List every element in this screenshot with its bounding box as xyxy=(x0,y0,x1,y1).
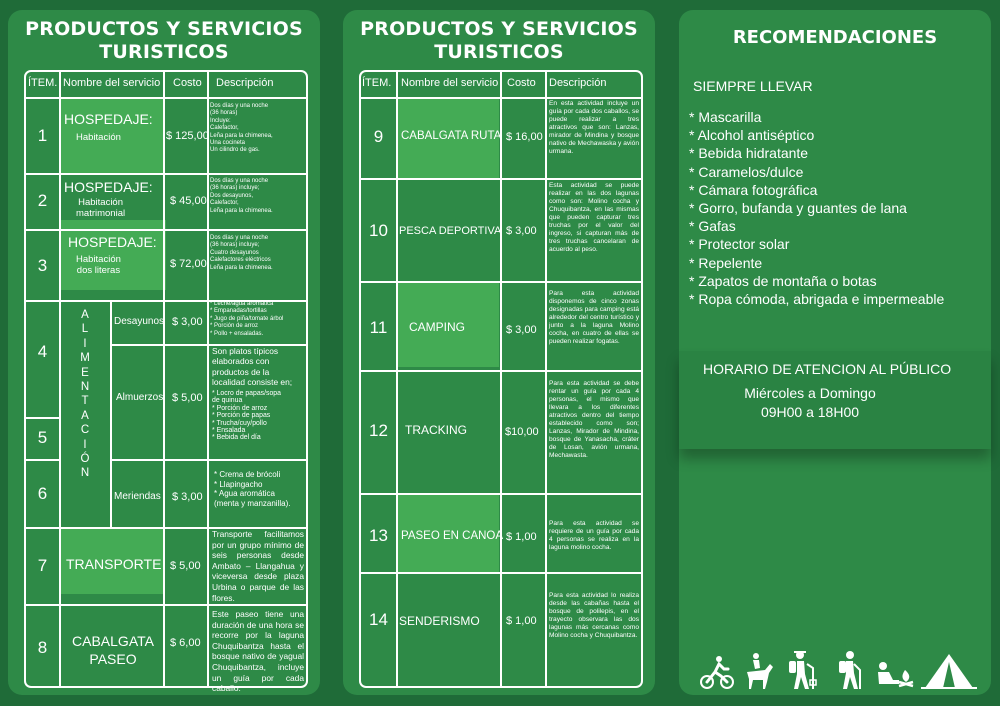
recommendations-panel xyxy=(679,10,991,695)
service-description: Dos días y una noche (36 horas) incluye; Dos desayunos, Calefactor, Leña para la chimenea. xyxy=(210,178,273,214)
opening-days: Miércoles a Domingo xyxy=(744,385,876,401)
service-cost: $ 1,00 xyxy=(506,615,537,627)
header-cost: Costo xyxy=(173,77,202,89)
item-number: 7 xyxy=(37,556,48,575)
vertical-letter: T xyxy=(81,395,89,408)
always-carry-label: SIEMPRE LLEVAR xyxy=(693,78,813,94)
service-name: PESCA DEPORTIVA xyxy=(399,225,502,237)
meal-name: Almuerzos xyxy=(116,392,164,403)
service-cost: $ 16,00 xyxy=(506,131,543,143)
panel-title: PRODUCTOS Y SERVICIOS TURISTICOS xyxy=(25,18,303,63)
header-cost: Costo xyxy=(507,77,536,89)
header-item: ÍTEM. xyxy=(362,77,392,89)
service-name: CAMPING xyxy=(409,320,466,334)
recommendations-title: RECOMENDACIONES xyxy=(732,27,938,48)
service-description: Transporte facilitamos por un grupo mínimo de seis personas desde Ambato – Llangahua y viceversa desde plaza Urbina o parque de las flores. xyxy=(212,529,304,603)
cycling-icon xyxy=(699,654,735,690)
item-number: 5 xyxy=(37,428,48,447)
trekking-icon xyxy=(833,650,865,690)
service-cost: $ 45,00 xyxy=(170,195,207,207)
alimentacion-vertical-label xyxy=(60,308,110,481)
recommendation-item: * Ropa cómoda, abrigada e impermeable xyxy=(689,291,945,308)
service-cost: $ 125,00 xyxy=(166,130,209,142)
horse-riding-icon xyxy=(743,652,775,690)
service-name: HOSPEDAJE: xyxy=(64,111,153,127)
item-number: 1 xyxy=(37,126,48,145)
service-name: CABALGATA RUTA xyxy=(401,130,502,142)
vertical-letter: A xyxy=(81,309,89,321)
item-number: 8 xyxy=(37,638,48,657)
vertical-letter: E xyxy=(81,366,89,379)
item-number: 10 xyxy=(369,221,388,240)
service-cost: $ 3,00 xyxy=(506,324,537,336)
service-sub: Habitación matrimonial xyxy=(76,197,126,219)
recommendation-list xyxy=(689,108,944,308)
vertical-letter: M xyxy=(80,352,90,365)
service-cost: $ 5,00 xyxy=(172,392,203,404)
service-name: SENDERISMO xyxy=(399,614,480,628)
item-number: 13 xyxy=(369,526,388,545)
recommendation-item: * Gafas xyxy=(689,218,736,235)
meal-name: Meriendas xyxy=(114,491,161,502)
opening-hours-box xyxy=(679,351,991,449)
item-number: 12 xyxy=(369,421,388,440)
meal-intro: Son platos típicos elaborados con productos de la localidad consiste en; xyxy=(212,346,293,388)
item-number: 3 xyxy=(37,256,48,275)
service-description: Dos días y una noche (36 horas) Incluye: Calefactor, Leña para la chimenea, Una cocineta Un cilindro de gas. xyxy=(210,103,273,154)
vertical-letter: I xyxy=(83,438,87,451)
service-description: Para esta actividad se requiere de un guía por cada 4 personas se realiza en la laguna molino cocha. xyxy=(549,520,639,551)
header-service: Nombre del servicio xyxy=(63,77,161,89)
vertical-letter: N xyxy=(80,381,90,394)
item-number: 4 xyxy=(37,342,48,361)
vertical-letter: I xyxy=(83,337,87,350)
service-cost: $ 72,00 xyxy=(170,258,207,270)
opening-time: 09H00 a 18H00 xyxy=(760,404,860,420)
services-panel-1 xyxy=(8,10,320,695)
tent-icon xyxy=(921,650,977,690)
recommendation-item: * Zapatos de montaña o botas xyxy=(689,272,877,289)
service-description: Esta actividad se puede realizar en las dos lagunas como son: Molino cocha y Chuquibantza, en las mismas que pueden capturar tres truchas por el valor del ingreso, si capturan más de tres truchas cancelaran de acuerdo al peso. xyxy=(549,182,639,253)
header-service: Nombre del servicio xyxy=(401,77,499,89)
recommendation-item: * Cámara fotográfica xyxy=(689,181,818,198)
activity-icons xyxy=(699,650,981,690)
service-cost: $ 3,00 xyxy=(506,225,537,237)
vertical-letter: N xyxy=(80,467,90,480)
recommendation-item: * Caramelos/dulce xyxy=(689,163,804,180)
service-description: En esta actividad incluye un guía por cada dos caballos, se puede realizar a tres atractivos que son: Lanzas, mirador de Mindina y bosque nativo de Mechawaska y avión urmana. xyxy=(549,100,639,155)
service-name: TRANSPORTE xyxy=(66,556,162,572)
vertical-letter: Ó xyxy=(80,453,90,466)
service-name: HOSPEDAJE: xyxy=(68,234,157,250)
recommendation-item: * Protector solar xyxy=(689,236,790,253)
service-description: * Leche/agua aromática * Empanadas/tortillas * Jugo de piña/tomate árbol * Porción de arroz * Pollo + ensaladas. xyxy=(210,301,284,337)
item-number: 6 xyxy=(37,484,48,503)
vertical-letter: A xyxy=(81,409,89,422)
service-description: Para esta actividad se debe rentar un guía por cada 4 personas, el mismo que llevara a los diferentes atractivos dentro del tiempo establecido como son; Lanzas, Mirador de Mindina, bosque de Yanasacha, cráter de Losan, avión urmana, Mechawasta. xyxy=(549,380,639,459)
service-name: PASEO EN CANOA xyxy=(401,530,504,542)
header-description: Descripción xyxy=(549,77,607,89)
vertical-letter: C xyxy=(80,424,90,437)
service-cost: $10,00 xyxy=(505,426,539,438)
service-sub: Habitación xyxy=(76,132,121,143)
hours-title: HORARIO DE ATENCION AL PÚBLICO xyxy=(703,361,952,377)
service-cost: $ 5,00 xyxy=(170,560,201,572)
campfire-icon xyxy=(875,658,915,690)
services-table xyxy=(24,70,308,694)
service-name: TRACKING xyxy=(405,423,468,437)
item-number: 11 xyxy=(369,318,388,337)
service-name: CABALGATA PASEO xyxy=(72,633,154,667)
service-sub: Habitación dos literas xyxy=(76,254,121,276)
item-number: 9 xyxy=(373,127,384,146)
service-name: HOSPEDAJE: xyxy=(64,179,153,195)
services-panel-2 xyxy=(343,10,655,695)
recommendation-item: * Alcohol antiséptico xyxy=(689,127,815,144)
recommendation-item: * Mascarilla xyxy=(689,109,762,125)
service-description: Este paseo tiene una duración de una hora se recorre por la laguna Chuquibantza hasta el bosque nativo de yagual Chuquibantza, incluye un guía por cada caballo. xyxy=(212,609,304,694)
service-cost: $ 3,00 xyxy=(172,491,203,503)
item-number: 2 xyxy=(37,191,48,210)
service-description: Para esta actividad disponemos de cinco zonas designadas para camping está alrededor del centro turístico y junto a la laguna Molino cocha, en cuatro de ellas se pueden realizar fogatas. xyxy=(549,290,639,345)
service-description: * Crema de brócoli * Llapingacho * Agua aromática (menta y manzanilla). xyxy=(214,470,291,508)
vertical-letter: L xyxy=(81,323,89,336)
service-cost: $ 6,00 xyxy=(170,637,201,649)
item-number: 14 xyxy=(369,610,388,629)
service-description: * Locro de papas/sopa de quinua * Porción de arroz * Porción de papas * Trucha/cuy/pollo * Ensalada * Bebida del día xyxy=(212,390,281,442)
recommendation-item: * Gorro, bufanda y guantes de lana xyxy=(689,200,907,217)
header-item: ÍTEM. xyxy=(28,77,58,89)
header-description: Descripción xyxy=(216,77,274,89)
service-cost: $ 1,00 xyxy=(506,531,537,543)
hiking-icon xyxy=(785,650,819,690)
service-description: Para esta actividad lo realiza desde las cabañas hasta el bosque de polilepis, en el trayecto observara las dos lagunas más cercanas como Molino cocha y Chuquibantza. xyxy=(549,592,639,639)
recommendation-item: * Bebida hidratante xyxy=(689,145,809,162)
service-cost: $ 3,00 xyxy=(172,316,203,328)
panel-title: PRODUCTOS Y SERVICIOS TURISTICOS xyxy=(360,18,638,63)
services-table xyxy=(359,70,643,688)
recommendation-item: * Repelente xyxy=(689,254,763,271)
meal-name: Desayunos xyxy=(114,316,165,327)
service-description: Dos días y una noche (36 horas) incluye; Cuatro desayunos Calefactores eléctricos Leña para la chimenea. xyxy=(210,235,273,271)
